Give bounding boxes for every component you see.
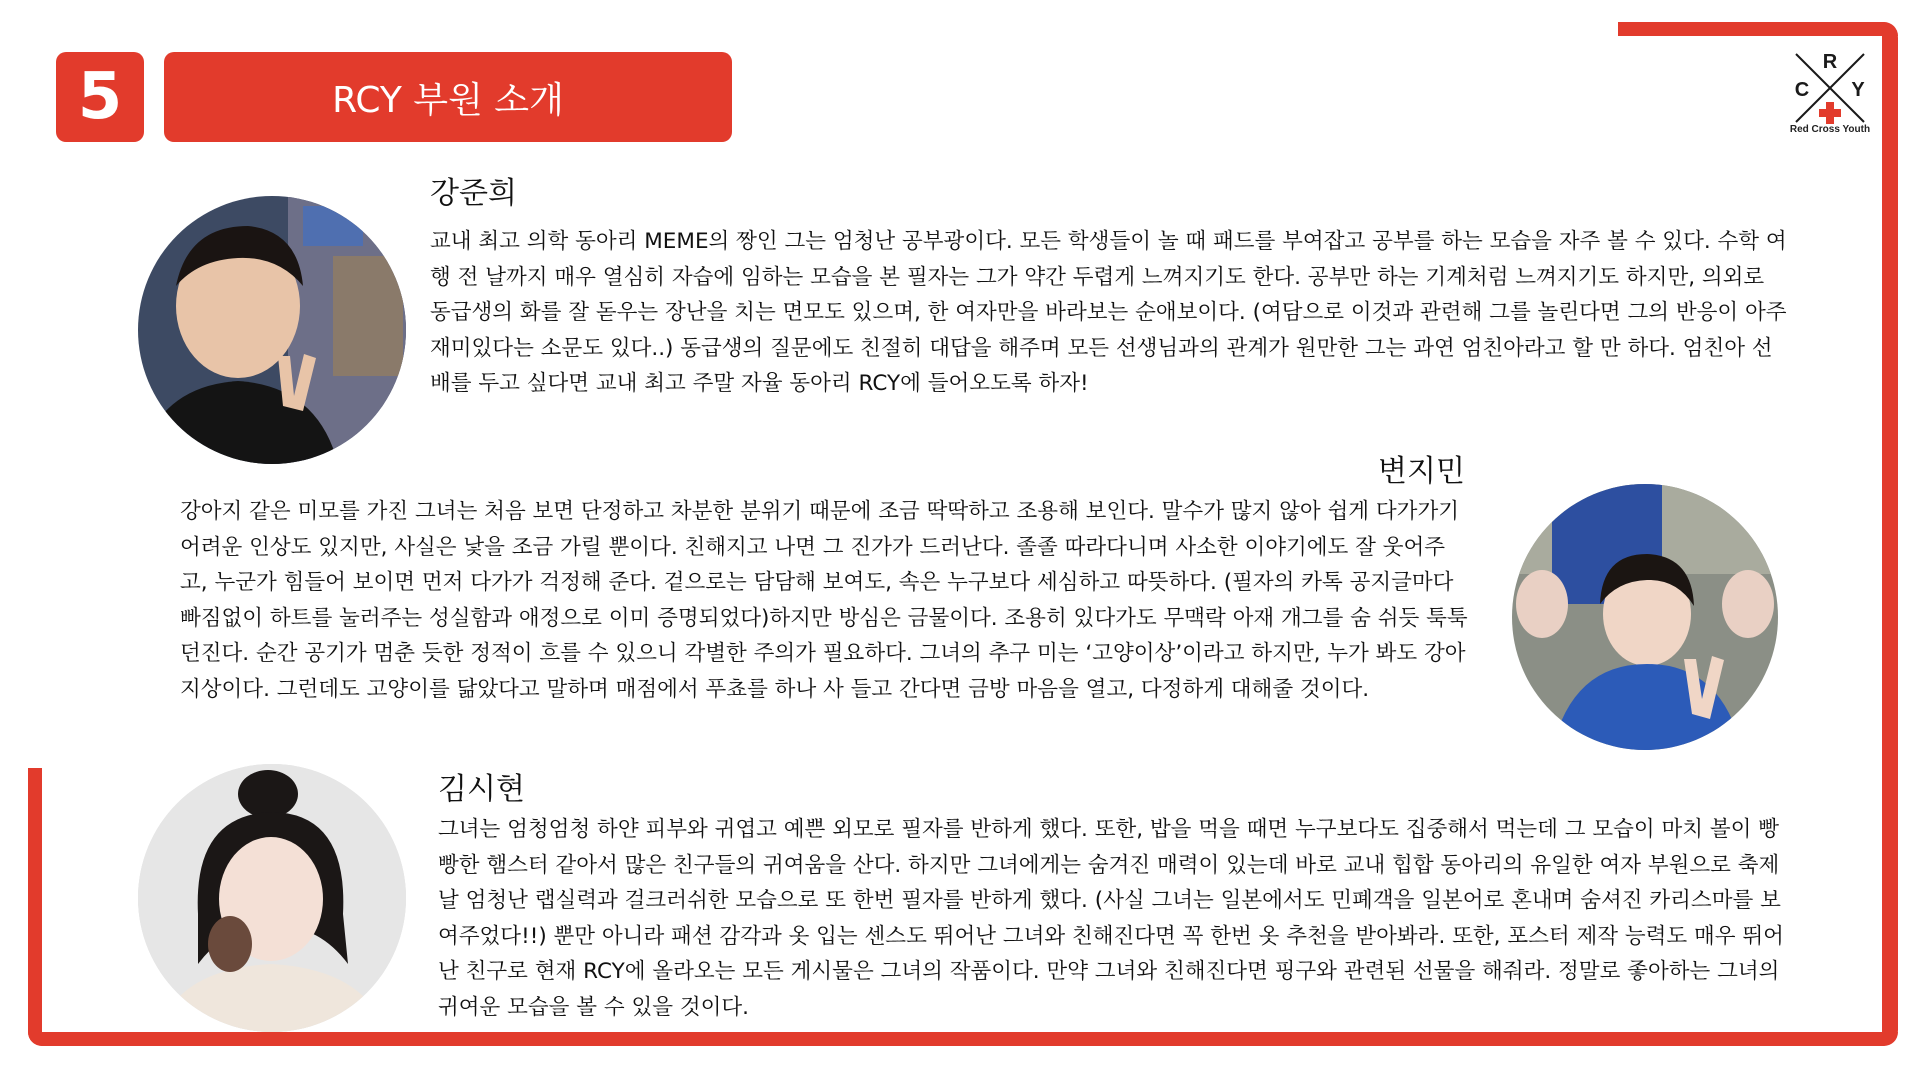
member-name-3: 김시현: [438, 772, 525, 807]
member-photo-1: [138, 196, 406, 464]
member-name-2: 변지민: [1378, 454, 1465, 489]
section-title: RCY 부원 소개: [332, 79, 564, 121]
frame-right-edge: [1882, 22, 1898, 1046]
member-name-1: 강준희: [430, 176, 517, 211]
logo-letter-c: C: [1794, 79, 1810, 101]
logo-letter-r: R: [1822, 51, 1838, 73]
frame-bottom-edge: [28, 1032, 1898, 1046]
member-photo-2: [1512, 484, 1778, 750]
logo-letter-y: Y: [1851, 79, 1865, 101]
member-description-3: 그녀는 엄청엄청 하얀 피부와 귀엽고 예쁜 외모로 필자를 반하게 했다. 또한, 밥을 먹을 때면 누구보다도 집중해서 먹는데 그 모습이 마치 볼이 빵빵한 햄스터 같아서 많은 친구들의 귀여움을 산다. 하지만 그녀에게는 숨겨진 매력이 있는데 바로 교내 힙합 동아리의 유일한 여자 부원으로 축제날 엄청난 랩실력과 걸크러쉬한 모습으로 또 한번 필자를 반하게 했다. (사실 그녀는 일본에서도 민폐객을 일본어로 혼내며 숨셔진 카리스마를 보여주었다!!) 뿐만 아니라 패션 감각과 옷 입는 센스도 뛰어난 그녀와 친해진다면 꼭 한번 옷 추천을 받아봐라. 또한, 포스터 제작 능력도 매우 뛰어난 친구로 현재 RCY에 올라오는 모든 게시물은 그녀의 작품이다. 만약 그녀와 친해진다면 핑구와 관련된 선물을 해줘라. 정말로 좋아하는 그녀의 귀여운 모습을 볼 수 있을 것이다.: [438, 817, 1784, 1020]
member-photo-3: [138, 764, 406, 1032]
section-number-badge: [56, 52, 144, 142]
member-description-2: 강아지 같은 미모를 가진 그녀는 처음 보면 단정하고 차분한 분위기 때문에 조금 딱딱하고 조용해 보인다. 말수가 많지 않아 쉽게 다가가기 어려운 인상도 있지만, 사실은 낯을 조금 가릴 뿐이다. 친해지고 나면 그 진가가 드러난다. 졸졸 따라다니며 사소한 이야기에도 잘 웃어주고, 누군가 힘들어 보이면 먼저 다가가 걱정해 준다. 겉으로는 담담해 보여도, 속은 누구보다 세심하고 따뜻하다. (필자의 카톡 공지글마다 빠짐없이 하트를 눌러주는 성실함과 애정으로 이미 증명되었다)하지만 방심은 금물이다. 조용히 있다가도 무맥락 아재 개그를 숨 쉬듯 툭툭 던진다. 순간 공기가 멈춘 듯한 정적이 흐를 수 있으니 각별한 주의가 필요하다. 그녀의 추구 미는 ‘고양이상’이라고 하지만, 누가 봐도 강아지상이다. 그런데도 고양이를 닮았다고 말하며 매점에서 푸쵸를 하나 사 들고 간다면 금방 마음을 열고, 다정하게 대해줄 것이다.: [180, 499, 1468, 702]
section-number: 5: [77, 60, 123, 134]
frame-left-edge: [28, 768, 42, 1046]
section-title-banner: [164, 52, 732, 142]
frame-top-edge: [1618, 22, 1898, 36]
logo-caption: Red Cross Youth: [1789, 124, 1871, 135]
member-description-1: 교내 최고 의학 동아리 MEME의 짱인 그는 엄청난 공부광이다. 모든 학생들이 놀 때 패드를 부여잡고 공부를 하는 모습을 자주 볼 수 있다. 수학 여행 전 날까지 매우 열심히 자습에 임하는 모습을 본 필자는 그가 약간 두렵게 느껴지기도 한다. 공부만 하는 기계처럼 느껴지기도 하지만, 의외로 동급생의 화를 잘 돋우는 장난을 치는 면모도 있으며, 한 여자만을 바라보는 순애보이다. (여담으로 이것과 관련해 그를 놀린다면 그의 반응이 아주 재미있다는 소문도 있다..) 동급생의 질문에도 친절히 대답을 해주며 모든 선생님과의 관계가 원만한 그는 과연 엄친아라고 할 만 하다. 엄친아 선배를 두고 싶다면 교내 최고 주말 자율 동아리 RCY에 들어오도록 하자!: [430, 229, 1787, 396]
